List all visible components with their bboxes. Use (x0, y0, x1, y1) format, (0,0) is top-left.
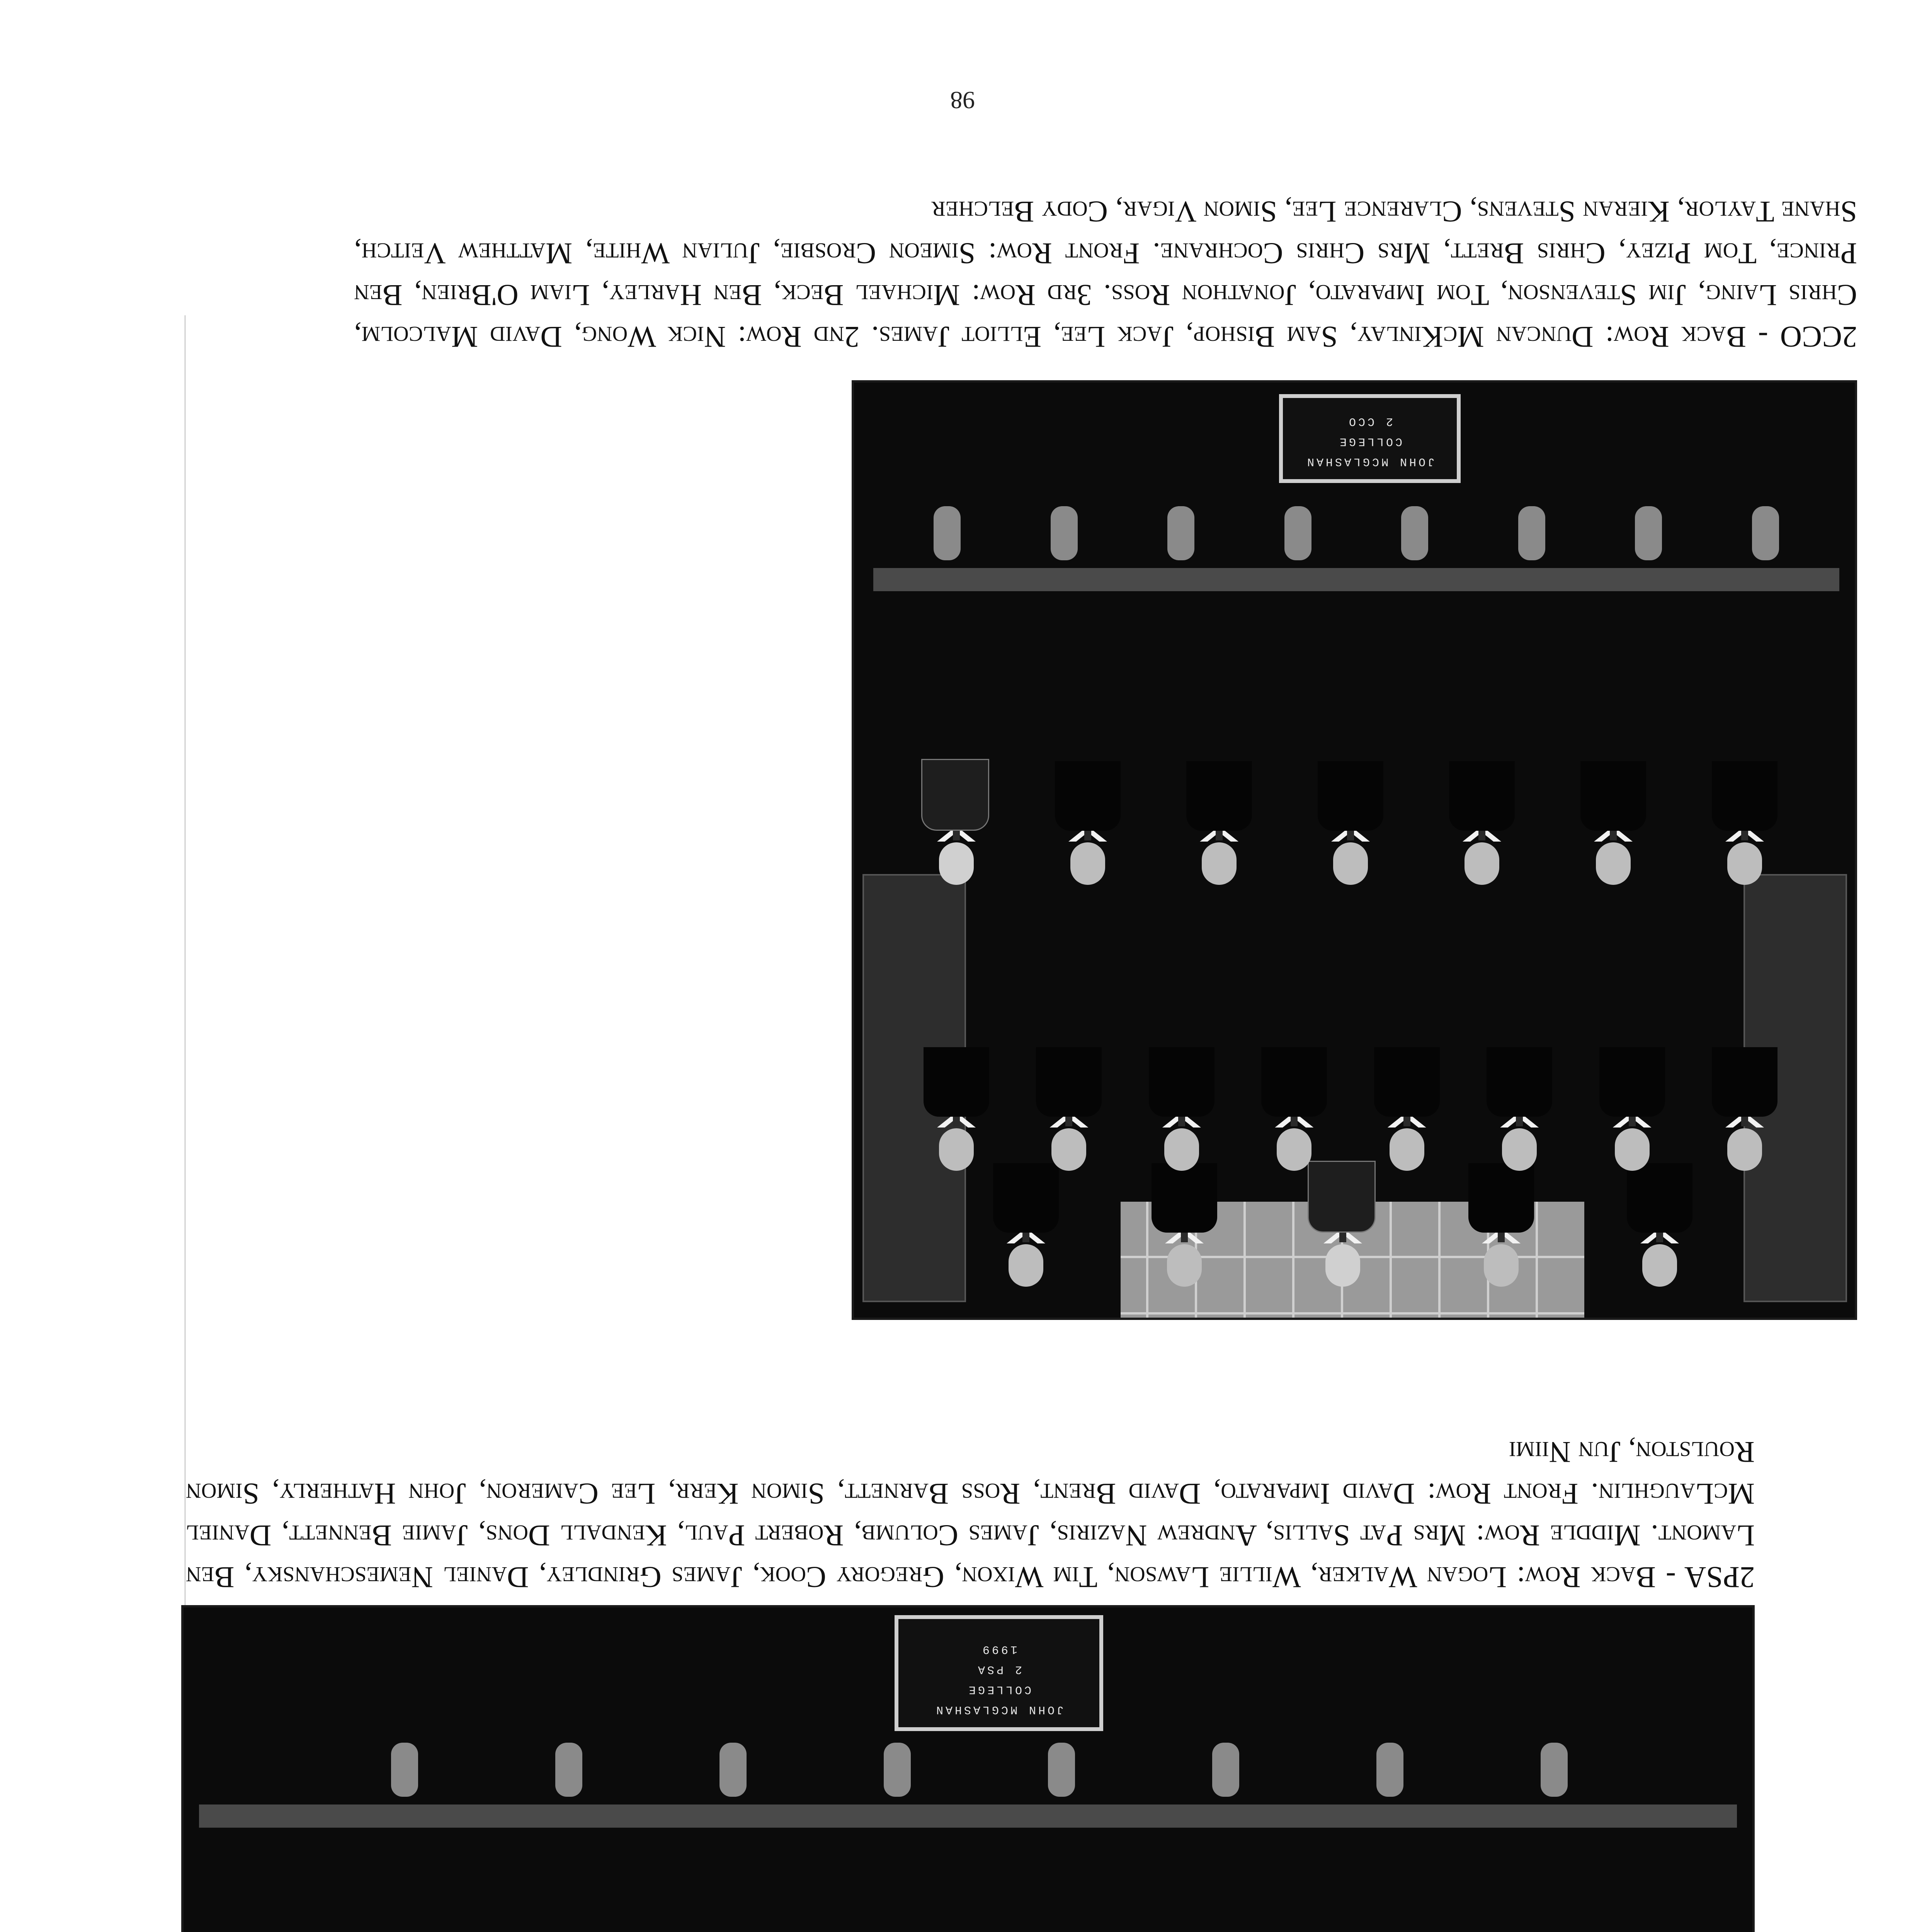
plaque-line: JOHN MCGLASHAN (1305, 455, 1435, 468)
plaque-line: COLLEGE (1337, 435, 1403, 448)
photo-row-front-feet (889, 506, 1824, 560)
name-plaque (895, 1615, 1103, 1731)
student (1190, 761, 1252, 885)
plaque-line: COLLEGE (966, 1683, 1032, 1696)
student (1603, 1047, 1665, 1171)
student (1040, 1047, 1102, 1171)
photo-caption-2cco (354, 191, 1857, 358)
teacher (1314, 1163, 1376, 1287)
student (1059, 761, 1121, 885)
student (927, 1047, 989, 1171)
student (1584, 761, 1646, 885)
student (1490, 1047, 1552, 1171)
student (1378, 1047, 1440, 1171)
plaque-line: 2 PSA (976, 1663, 1022, 1676)
page-number: 98 (950, 87, 975, 114)
student (997, 1163, 1059, 1287)
name-plaque (1279, 394, 1461, 483)
plaque-line: 2 CCO (1347, 415, 1393, 428)
student (1153, 1047, 1214, 1171)
student (1155, 1163, 1217, 1287)
photo-row-back (997, 1163, 1692, 1287)
student (1265, 1047, 1327, 1171)
teacher (927, 761, 989, 885)
student (1472, 1163, 1534, 1287)
student (1716, 1047, 1778, 1171)
plaque-line: JOHN MCGLASHAN (934, 1703, 1064, 1716)
caption-text: 2CCO - Back Row: Duncan McKinlay, Sam Bishop, Jack Lee, Elliot James. 2nd Row: Nick Wong, David Malcolm, Chris Laing, Jim Stevenson, Tom Imparato, Jonathon Ross. 3rd Row: Michael Beck, Ben Harley, Liam O'Brien, Ben Prince, Tom Pizey, Chris Brett, Mrs Chris Cochrane. Front Row: Simeon Crosbie, Julian White, Matthew Veitch, Shane Taylor, Kieran Stevens, Clarence Lee, Simon Vigar, Cody Belcher (354, 195, 1857, 354)
student (1322, 761, 1383, 885)
caption-text: 2PSA - Back Row: Logan Walker, Willie Lawson, Tim Wixon, Gregory Cook, James Grindley, Daniel Nemeschansky, Ben Lamont. Middle Row: Mrs Pat Sallis, Andrew Naziris, James Columb, Robert Paul, Kendall Dons, Jamie Bennett, Daniel McLaughlin. Front Row: David Imparato, David Brent, Ross Barnett, Simon Kerr, Lee Cameron, John Hatherly, Simon Roulston, Jun Niimi (186, 1435, 1755, 1594)
student (1716, 761, 1778, 885)
photo-row-front-feet (323, 1743, 1636, 1797)
bench (873, 568, 1839, 591)
bench (199, 1804, 1737, 1828)
class-photo-2cco (852, 380, 1857, 1320)
student (1631, 1163, 1692, 1287)
photo-caption-2psa (186, 1431, 1755, 1598)
photo-row-third (927, 761, 1778, 885)
class-photo-2psa (181, 1605, 1755, 1932)
plaque-line: 1999 (980, 1643, 1018, 1656)
photo-row-second (927, 1047, 1778, 1171)
student (1453, 761, 1515, 885)
